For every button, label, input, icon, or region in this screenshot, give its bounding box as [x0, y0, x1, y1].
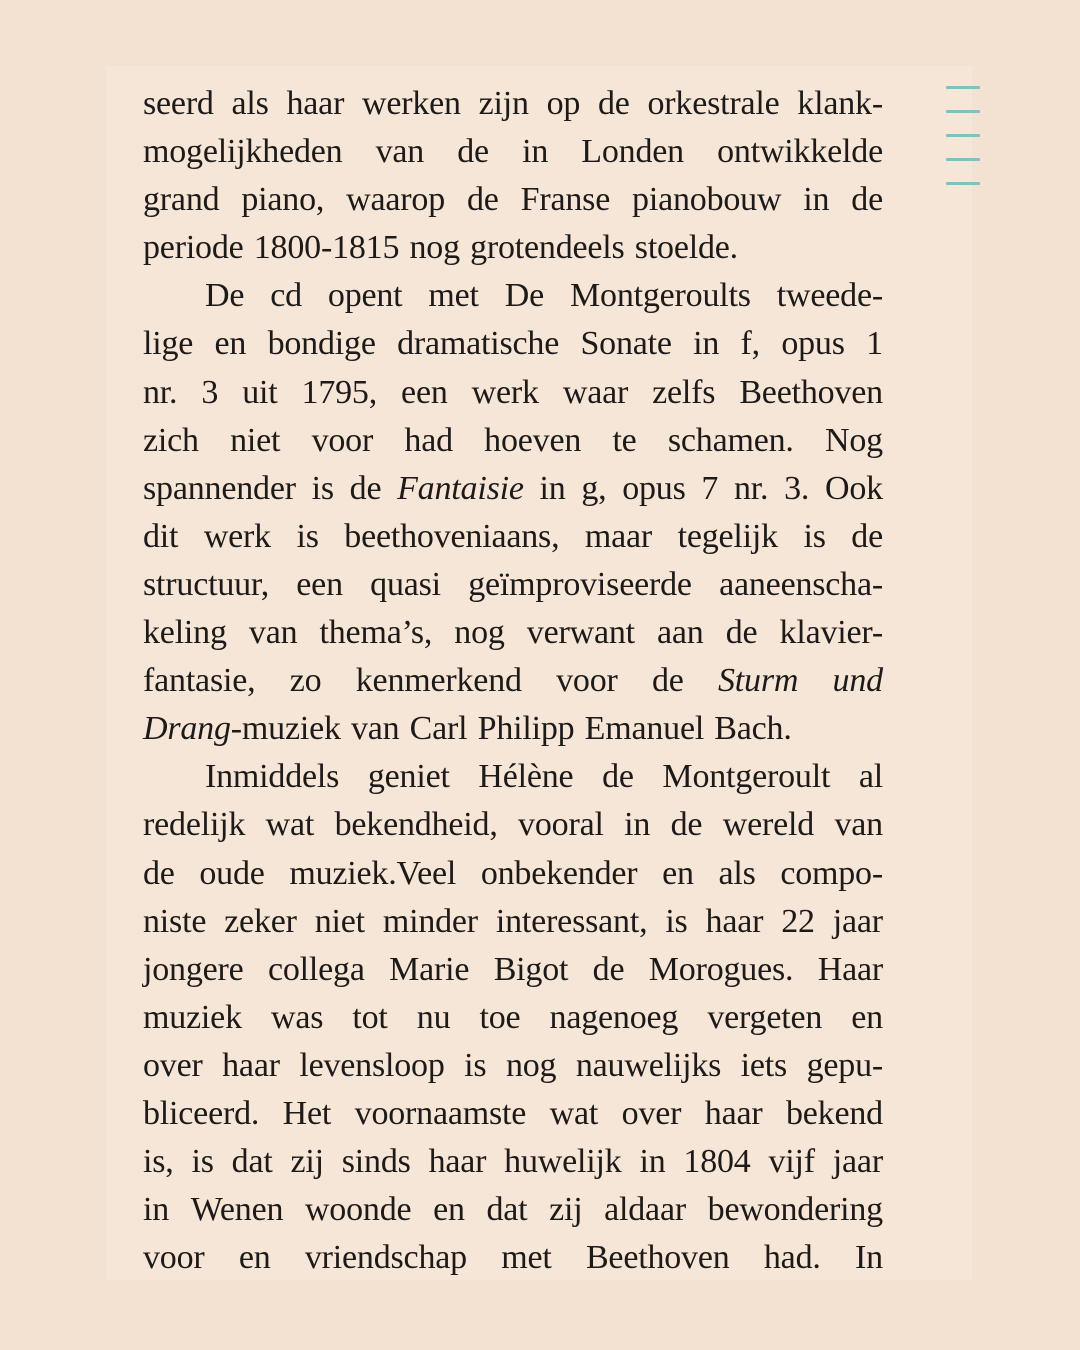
word: opus	[781, 325, 845, 363]
text-line	[143, 1234, 883, 1282]
word: tegelijk	[677, 517, 778, 555]
word: te	[612, 421, 637, 459]
word: thema’s,	[319, 614, 433, 652]
word: met	[501, 1239, 552, 1277]
word: voornaamste	[354, 1094, 527, 1132]
word: in	[143, 1191, 170, 1229]
word: vriendschap	[304, 1239, 467, 1277]
word: wat	[265, 806, 315, 844]
word: g,	[581, 469, 607, 507]
text-line	[143, 224, 883, 272]
word: als	[231, 85, 269, 122]
word: haar	[704, 1094, 763, 1132]
text-line	[143, 128, 883, 176]
word: iets	[740, 1046, 788, 1084]
word: tot	[352, 998, 388, 1036]
word: in	[522, 133, 549, 171]
text-line	[143, 1186, 883, 1234]
word: opent	[327, 277, 403, 315]
word: kenmerkend	[355, 662, 522, 700]
word: nr.	[143, 373, 178, 411]
word: structuur,	[143, 565, 269, 603]
word: Nog	[825, 421, 883, 459]
word: had.	[763, 1239, 821, 1277]
word: vergeten	[707, 998, 823, 1036]
word: tweede-	[776, 277, 883, 315]
word: de	[143, 854, 175, 892]
word: haar	[222, 1046, 280, 1084]
word: en	[238, 1239, 271, 1277]
word: geïmproviseerde	[468, 565, 692, 603]
word: is	[464, 1046, 487, 1084]
word: 3.	[784, 469, 810, 507]
word: Beethoven	[585, 1239, 730, 1277]
word: bekendheid,	[334, 806, 498, 844]
word: van	[375, 133, 425, 171]
word: een	[296, 565, 343, 603]
word: nog	[454, 614, 505, 652]
text-line	[143, 320, 883, 368]
text-line	[143, 609, 883, 657]
word: Montgeroult	[662, 758, 831, 796]
word: zij	[549, 1191, 583, 1229]
margin-mark	[946, 110, 980, 113]
word: mogelijkheden	[143, 133, 343, 171]
word: klank-	[797, 85, 883, 122]
word: De	[504, 277, 545, 315]
word: Sonate	[580, 325, 672, 363]
word: niet	[230, 421, 281, 459]
word: f,	[740, 325, 760, 363]
word: zich	[143, 421, 199, 459]
word: periode	[143, 229, 244, 267]
word: is,	[143, 1143, 174, 1181]
word: nog	[409, 229, 460, 267]
word: 22	[781, 902, 815, 940]
word: pianobouw	[632, 181, 782, 219]
word: oude	[199, 854, 265, 892]
word: voor	[311, 421, 374, 459]
word: piano,	[241, 181, 325, 219]
word: verwant	[526, 614, 635, 652]
text-line	[143, 465, 883, 513]
word: aldaar	[604, 1191, 686, 1229]
word: over	[143, 1046, 203, 1084]
word: redelijk	[143, 806, 246, 844]
word: een	[401, 373, 448, 411]
word: keling	[143, 614, 227, 652]
word: op	[546, 85, 581, 122]
word: seerd	[143, 85, 214, 122]
text-line	[143, 513, 883, 561]
word: bewondering	[707, 1191, 883, 1229]
word: is	[296, 517, 319, 555]
word: niet	[314, 902, 365, 940]
margin-mark	[946, 158, 980, 161]
word: voor	[143, 1239, 205, 1277]
word: bondige	[267, 325, 376, 363]
word: vooral	[518, 806, 604, 844]
word: waar	[562, 373, 629, 411]
word: haar	[286, 85, 345, 122]
word: de	[466, 181, 499, 219]
word: woonde	[304, 1191, 412, 1229]
word: beethoveniaans,	[344, 517, 560, 555]
margin-mark	[946, 86, 980, 89]
word: Bach.	[714, 710, 792, 748]
text-line	[143, 850, 883, 898]
word: interessant,	[495, 902, 648, 940]
word: sinds	[341, 1143, 411, 1181]
word: vijf	[768, 1143, 815, 1181]
word: in	[803, 181, 830, 219]
word: Drang-muziek	[143, 710, 341, 748]
word: spannender	[143, 469, 296, 507]
word: nagenoeg	[549, 998, 679, 1036]
text-line	[143, 80, 883, 128]
word: opus	[622, 469, 686, 507]
word: levensloop	[299, 1046, 445, 1084]
margin-marks	[946, 86, 980, 206]
word: in	[693, 325, 720, 363]
word: maar	[584, 517, 653, 555]
word: al	[858, 758, 883, 796]
word: 3	[201, 373, 219, 411]
word: en	[662, 854, 694, 892]
word: hoeven	[484, 421, 582, 459]
word: van	[350, 710, 400, 748]
word: quasi	[370, 565, 441, 603]
word: stoelde.	[634, 229, 738, 267]
word: over	[621, 1094, 682, 1132]
word: Montgeroults	[569, 277, 751, 315]
word: dat	[486, 1191, 528, 1229]
word: nr.	[733, 469, 769, 507]
word: collega	[267, 950, 365, 988]
word: Bigot	[493, 950, 569, 988]
word: zijn	[478, 85, 529, 122]
word: en	[214, 325, 247, 363]
word: de	[851, 181, 883, 219]
word: nu	[416, 998, 451, 1036]
text-line	[143, 369, 883, 417]
text-line	[143, 994, 883, 1042]
word: Philipp	[477, 710, 575, 748]
word: toe	[479, 998, 521, 1036]
text-line	[143, 1138, 883, 1186]
word: had	[404, 421, 453, 459]
word: de	[651, 662, 684, 700]
word: grand	[143, 181, 220, 219]
word: zelfs	[652, 373, 716, 411]
word: met	[428, 277, 479, 315]
word: de	[670, 806, 703, 844]
word: werk	[203, 517, 271, 555]
text-line	[143, 1042, 883, 1090]
word: aaneenscha-	[719, 565, 883, 603]
text-line	[143, 898, 883, 946]
word: cd	[270, 277, 302, 315]
word: zo	[289, 662, 322, 700]
word: Marie	[389, 950, 470, 988]
word: dat	[231, 1143, 273, 1181]
word: wat	[549, 1094, 599, 1132]
word: schamen.	[667, 421, 794, 459]
word: De	[205, 277, 245, 315]
word: in	[624, 806, 651, 844]
word: voor	[556, 662, 618, 700]
word: Sturm	[717, 662, 799, 700]
word: werken	[361, 85, 461, 122]
word: wereld	[722, 806, 815, 844]
word: klavier-	[779, 614, 883, 652]
word: bliceerd.	[143, 1094, 260, 1132]
word: de	[457, 133, 489, 171]
word: is	[665, 902, 688, 940]
word: werk	[471, 373, 539, 411]
word: Carl	[409, 710, 468, 748]
word: 1	[866, 325, 883, 363]
word: In	[854, 1239, 883, 1277]
text-column	[143, 80, 883, 1282]
word: und	[832, 662, 883, 700]
word: de	[602, 758, 634, 796]
word: Franse	[520, 181, 611, 219]
word: orkestrale	[647, 85, 780, 122]
word: dit	[143, 517, 179, 555]
margin-mark	[946, 134, 980, 137]
word: in	[639, 1143, 666, 1181]
word: grotendeels	[470, 229, 625, 267]
word: jaar	[832, 1143, 883, 1181]
word: Emanuel	[584, 710, 705, 748]
word: van	[834, 806, 883, 844]
word: is	[311, 469, 334, 507]
word: 1795,	[301, 373, 378, 411]
word: haar	[705, 902, 764, 940]
word: muziek.Veel	[289, 854, 457, 892]
word: en	[851, 998, 883, 1036]
text-line	[143, 1090, 883, 1138]
word: gepu-	[806, 1046, 883, 1084]
text-line	[143, 705, 883, 753]
word: Beethoven	[739, 373, 883, 411]
word: zeker	[224, 902, 297, 940]
word: niste	[143, 902, 207, 940]
word: Fantaisie	[397, 469, 524, 507]
word: nauwelijks	[575, 1046, 722, 1084]
word: in	[539, 469, 566, 507]
word: is	[803, 517, 826, 555]
word: en	[433, 1191, 465, 1229]
word: haar	[428, 1143, 487, 1181]
word: Wenen	[190, 1191, 284, 1229]
word: minder	[382, 902, 478, 940]
word: de	[851, 517, 883, 555]
word: nog	[505, 1046, 557, 1084]
word: uit	[242, 373, 278, 411]
word: geniet	[367, 758, 450, 796]
word: Morogues.	[648, 950, 794, 988]
word: de	[597, 85, 630, 122]
word: 1804	[683, 1143, 751, 1181]
text-line	[143, 561, 883, 609]
word: 1800-1815	[253, 229, 400, 267]
word: aan	[657, 614, 704, 652]
word: huwelijk	[504, 1143, 622, 1181]
word: Haar	[817, 950, 883, 988]
word: onbekender	[480, 854, 638, 892]
word: de	[592, 950, 625, 988]
word: fantasie,	[143, 662, 256, 700]
word: muziek	[143, 998, 242, 1036]
margin-mark	[946, 182, 980, 185]
word: was	[270, 998, 324, 1036]
text-line	[143, 801, 883, 849]
text-line	[143, 657, 883, 705]
word: zij	[290, 1143, 324, 1181]
word: bekend	[785, 1094, 883, 1132]
word: waarop	[346, 181, 446, 219]
word: dramatische	[397, 325, 560, 363]
word: is	[191, 1143, 214, 1181]
word: Het	[282, 1094, 332, 1132]
word: van	[248, 614, 298, 652]
word: Hélène	[478, 758, 574, 796]
text-line	[143, 946, 883, 994]
text-line	[143, 272, 883, 320]
word: ontwikkelde	[717, 133, 883, 171]
text-line	[143, 753, 883, 801]
word: 7	[701, 469, 719, 507]
word: lige	[143, 325, 194, 363]
word: jongere	[143, 950, 244, 988]
word: de	[725, 614, 758, 652]
word: de	[349, 469, 382, 507]
text-line	[143, 417, 883, 465]
word: Londen	[581, 133, 684, 171]
word: als	[718, 854, 756, 892]
word: Ook	[824, 469, 883, 507]
text-line	[143, 176, 883, 224]
word: compo-	[780, 854, 883, 892]
word: Inmiddels	[205, 758, 340, 796]
word: jaar	[832, 902, 883, 940]
